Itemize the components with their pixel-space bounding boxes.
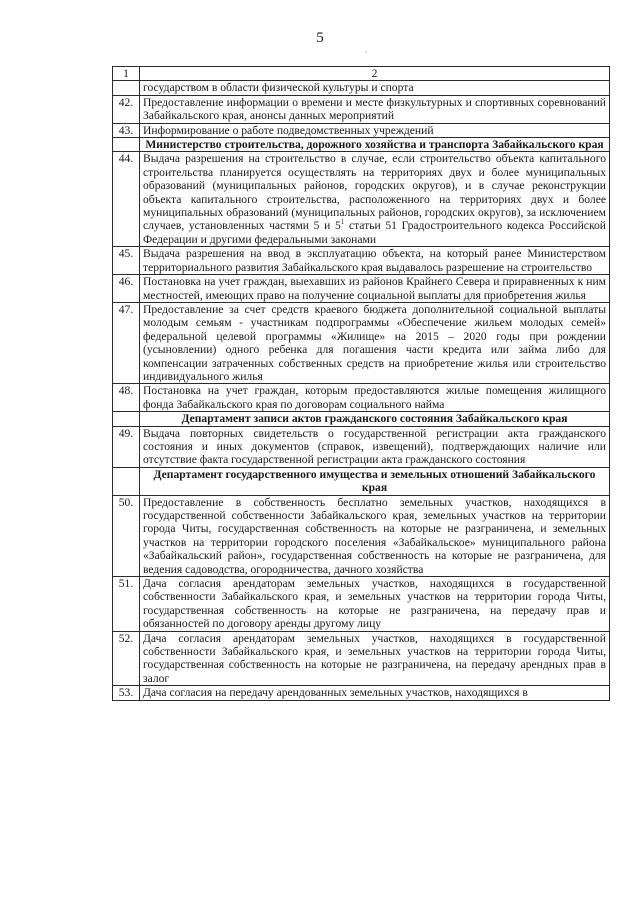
table-row	[113, 686, 610, 700]
row-number: 50.	[113, 495, 140, 576]
table-header-row	[113, 67, 610, 81]
row-text: Предоставление информации о времени и месте физкультурных и спортивных соревнований Забайкальского края, анонсы данных мероприятий	[140, 95, 610, 123]
section-title: Министерство строительства, дорожного хозяйства и транспорта Забайкальского края	[140, 138, 610, 152]
row-number: 51.	[113, 577, 140, 632]
row-text	[140, 152, 610, 247]
table-row	[113, 631, 610, 686]
table-row	[113, 495, 610, 576]
services-table	[112, 66, 610, 701]
row-text: государством в области физической культуры и спорта	[140, 81, 610, 95]
page-number: 5	[316, 30, 324, 46]
row-number: 53.	[113, 686, 140, 700]
table-row	[113, 123, 610, 137]
row-number	[113, 412, 140, 426]
row-number: 42.	[113, 95, 140, 123]
row-number	[113, 81, 140, 95]
header-col-2: 2	[140, 67, 610, 81]
row-text: Предоставление за счет средств краевого бюджета дополнительной социальной выплаты молодым семьям - участникам подпрограммы «Обеспечение жильем молодых семей» федеральной целевой программы «Жилище» на 2015 – 2020 годы при рождении (усыновлении) одного ребенка для погашения части кредита или займа либо для компенсации затраченных собственных средств на приобретение жилья или строительство индивидуального жилья	[140, 302, 610, 383]
table-row	[113, 95, 610, 123]
table-row	[113, 81, 610, 95]
table-row	[113, 577, 610, 632]
table-row	[113, 275, 610, 303]
row-number: 45.	[113, 247, 140, 275]
row-text: Выдача разрешения на ввод в эксплуатацию объекта, на который ранее Министерством территориального развития Забайкальского края выдавалось разрешение на строительство	[140, 247, 610, 275]
row-text-part: статьи 51 Градостроительного кодекса Российской Федерации и другими федеральными законами	[143, 219, 606, 246]
row-number: 43.	[113, 123, 140, 137]
section-row	[113, 467, 610, 495]
row-number: 44.	[113, 152, 140, 247]
row-text: Дача согласия арендаторам земельных участков, находящихся в государственной собственности Забайкальского края, и земельных участков на территории города Читы, государственная собственность на которые не разграничена, на передачу прав и обязанностей по договору аренды другому лицу	[140, 577, 610, 632]
section-row	[113, 138, 610, 152]
row-number: 46.	[113, 275, 140, 303]
section-title: Департамент государственного имущества и земельных отношений Забайкальского края	[140, 467, 610, 495]
row-text-part: Выдача разрешения на строительство в случае, если строительство объекта капитального строительства планируется осуществлять на территориях двух и более муниципальных образований (муниципальных районов, городских округов), и в случае реконструкции объекта капитального строительства, расположенного на территориях двух и более муниципальных образований (муниципальных районов, городских округов), за исключением случаев, установленных частями 5 и 5	[143, 152, 606, 233]
row-number: 52.	[113, 631, 140, 686]
table-row	[113, 247, 610, 275]
row-number: 49.	[113, 426, 140, 467]
row-text: Постановка на учет граждан, выехавших из районов Крайнего Севера и приравненных к ним местностей, имеющих право на получение социальной выплаты для приобретения жилья	[140, 275, 610, 303]
row-number	[113, 467, 140, 495]
table-row	[113, 384, 610, 412]
row-text: Выдача повторных свидетельств о государственной регистрации акта гражданского состояния и иных документов (справок, извещений), подтверждающих наличие или отсутствие факта государственной регистрации акта гражданского состояния	[140, 426, 610, 467]
table-row	[113, 302, 610, 383]
section-row	[113, 412, 610, 426]
superscript: 1	[340, 218, 345, 227]
table-row	[113, 426, 610, 467]
row-text: Постановка на учет граждан, которым предоставляются жилые помещения жилищного фонда Забайкальского края по договорам социального найма	[140, 384, 610, 412]
table-row	[113, 152, 610, 247]
page-mark: `	[365, 50, 368, 59]
row-number: 48.	[113, 384, 140, 412]
row-text: Предоставление в собственность бесплатно земельных участков, находящихся в государственной собственности Забайкальского края, земельных участков на территории города Читы, государственная собственность на которые не разграничена, и земельных участков на территории городского поселения «Забайкальское» муниципального района «Забайкальский район», государственная собственность на которые не разграничена, для ведения садоводства, огородничества, дачного хозяйства	[140, 495, 610, 576]
section-title: Департамент записи актов гражданского состояния Забайкальского края	[140, 412, 610, 426]
row-text: Дача согласия на передачу арендованных земельных участков, находящихся в	[140, 686, 610, 700]
row-number: 47.	[113, 302, 140, 383]
header-col-1: 1	[113, 67, 140, 81]
row-text: Информирование о работе подведомственных учреждений	[140, 123, 610, 137]
row-number	[113, 138, 140, 152]
row-text: Дача согласия арендаторам земельных участков, находящихся в государственной собственности Забайкальского края, и земельных участков на территории города Читы, государственная собственность на которые не разграничена, на передачу арендных прав в залог	[140, 631, 610, 686]
